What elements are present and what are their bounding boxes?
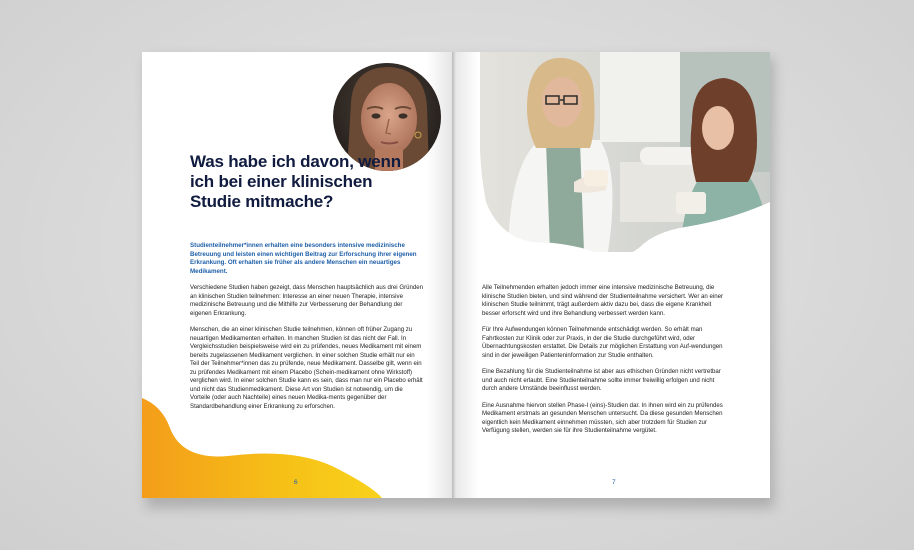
doctor-patient-photo — [480, 52, 770, 252]
gutter-shade — [426, 52, 452, 498]
body-paragraph: Eine Ausnahme hiervon stellen Phase-I (eins)-Studien dar. In ihnen wird ein zu prüfendes Medikament erstmals an gesunden Menschen untersucht. Da diese gesunden Menschen eigentlich kein Medikament einnehmen müssten, sich aber trotzdem für Studien zur Verfügung stellen, werden sie für ihre Studienteilnahme vergütet. — [482, 401, 723, 434]
body-text-right — [482, 284, 726, 444]
body-paragraph: Für Ihre Aufwendungen können Teilnehmende entschädigt werden. So erhält man Fahrtkosten zur Klinik oder zur Praxis, in der die Studie durchgeführt wird, oder Übernachtungskosten erstattet. Die Details zur möglichen Erstattung von Auf-wendungen sind in der jeweiligen Patienteninformation zur Studie enthalten. — [482, 326, 723, 359]
page-headline: Was habe ich davon, wenn ich bei einer klinischen Studie mitmache? — [190, 152, 401, 211]
book-spine — [452, 52, 456, 498]
page-number: 6 — [294, 479, 298, 486]
page-number: 7 — [612, 479, 616, 486]
body-paragraph: Menschen, die an einer klinischen Studie teilnehmen, können oft früher Zugang zu neuartigen Medikamenten erhalten. In manchen Studien ist das nicht der Fall. In Vergleichsstudien beispielsweise wird ein zu prüfendes, neues Medikament mit einem bereits zugelassenen Medikament verglichen. In einer solchen Studie erhält nur ein Teil der Teilnehmer*innen das zu prüfende, neue Medikament. Dasselbe gilt, wenn ein zu prüfendes Medikament mit einem Placebo (Schein-medikament ohne Wirkstoff) verglichen wird. In einer solchen Studie kann es sein, dass man nur ein Placebo erhält und nicht das Studienmedikament. Diese Art von Studien ist notwendig, um die Vorteile (oder auch Nachteile) eines neuen Medika-ments gegenüber der Standardbehandlung einer Erkrankung zu erforschen. — [190, 326, 423, 410]
body-paragraph: Verschiedene Studien haben gezeigt, dass Menschen hauptsächlich aus drei Gründen an klinischen Studien teilnehmen: Interesse an einer neuen Therapie, intensive medizinische Betreuung und die Mithilfe zur Verbesserung der Behandlung der eigenen Erkrankung. — [190, 284, 424, 317]
body-paragraph: Alle Teilnehmenden erhalten jedoch immer eine intensive medizinische Betreuung, die klinische Studien bieten, und sind während der Studienteilnahme versichert. Wer an einer klinischen Studie teilnimmt, trägt außerdem aktiv dazu bei, dass die eigene Krankheit besser erforscht wird und ihre Behandlung verbessert werden kann. — [482, 284, 724, 317]
right-page — [456, 52, 770, 498]
left-page — [142, 52, 452, 498]
body-paragraph: Eine Bezahlung für die Studienteilnahme ist aber aus ethischen Gründen nicht vertretbar und auch nicht erlaubt. Eine Studienteilnahme sollte immer freiwillig erfolgen und nicht durch andere Umstände beeinflusst werden. — [482, 368, 721, 392]
lead-paragraph: Studienteilnehmer*innen erhalten eine besonders intensive medizinische Betreuung und leisten einen wichtigen Beitrag zur Erforschung ihrer eigenen Erkrankung. Oft erhalten sie früher als andere Menschen ein neuartiges Medikament. — [190, 242, 417, 275]
gutter-shade — [456, 52, 478, 498]
